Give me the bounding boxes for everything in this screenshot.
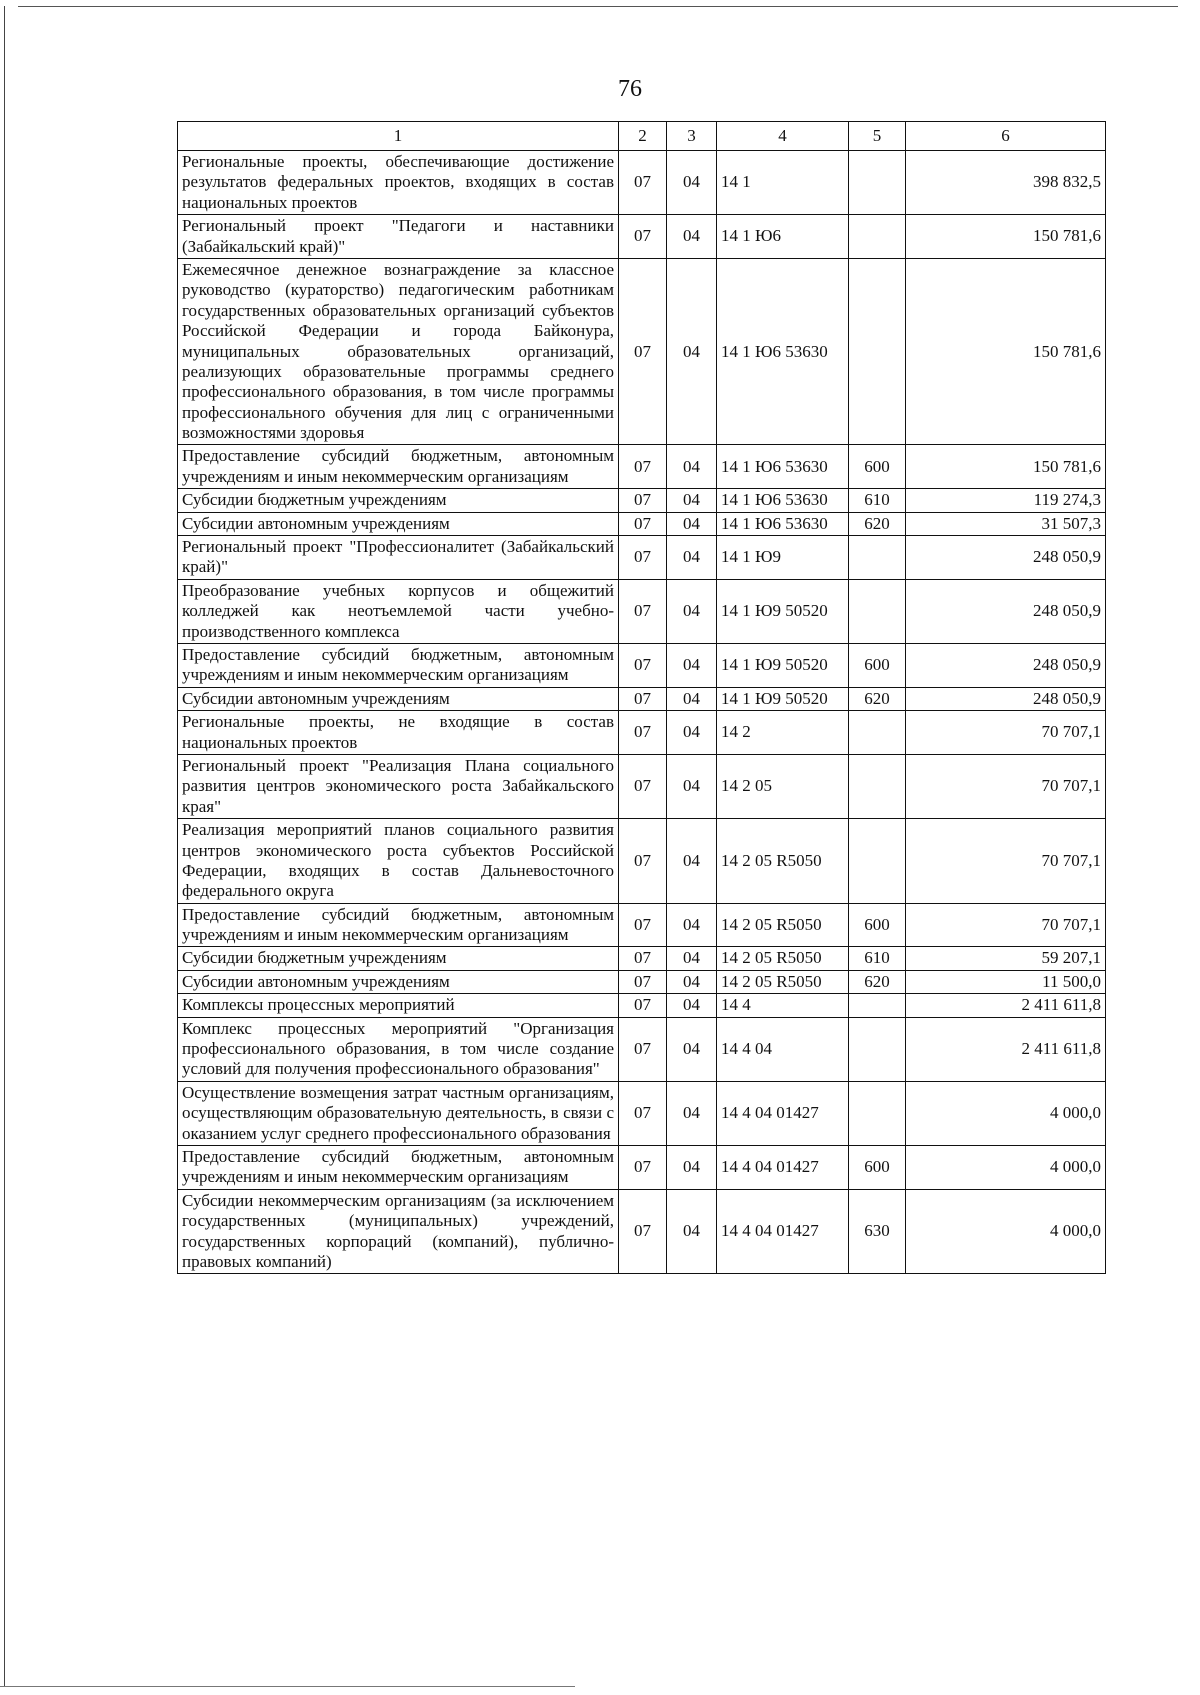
row-target-article: 14 1 Ю9 50520 bbox=[717, 643, 849, 687]
row-amount: 59 207,1 bbox=[906, 947, 1106, 970]
row-amount: 70 707,1 bbox=[906, 711, 1106, 755]
budget-table bbox=[177, 121, 1106, 1274]
row-subsection: 04 bbox=[667, 711, 717, 755]
row-amount: 119 274,3 bbox=[906, 489, 1106, 512]
table-row bbox=[178, 151, 1106, 215]
row-name: Региональный проект "Профессионалитет (Забайкальский край)" bbox=[178, 536, 619, 580]
row-target-article: 14 4 04 01427 bbox=[717, 1081, 849, 1145]
row-expense-type: 600 bbox=[849, 445, 906, 489]
table-row bbox=[178, 1017, 1106, 1081]
row-target-article: 14 1 Ю6 53630 bbox=[717, 445, 849, 489]
header-col-1: 1 bbox=[178, 122, 619, 151]
row-amount: 31 507,3 bbox=[906, 512, 1106, 535]
row-name: Преобразование учебных корпусов и общежитий колледжей как неотъемлемой части учебно-производственного комплекса bbox=[178, 579, 619, 643]
row-amount: 70 707,1 bbox=[906, 903, 1106, 947]
row-name: Субсидии некоммерческим организациям (за исключением государственных (муниципальных) учреждений, государственных корпораций (компаний), публично-правовых компаний) bbox=[178, 1189, 619, 1274]
row-amount: 248 050,9 bbox=[906, 643, 1106, 687]
row-expense-type: 600 bbox=[849, 1145, 906, 1189]
row-amount: 150 781,6 bbox=[906, 258, 1106, 445]
row-subsection: 04 bbox=[667, 643, 717, 687]
row-name: Предоставление субсидий бюджетным, автономным учреждениям и иным некоммерческим организациям bbox=[178, 643, 619, 687]
table-row bbox=[178, 819, 1106, 904]
row-amount: 150 781,6 bbox=[906, 215, 1106, 259]
row-subsection: 04 bbox=[667, 489, 717, 512]
row-section: 07 bbox=[619, 947, 667, 970]
row-expense-type bbox=[849, 754, 906, 818]
row-subsection: 04 bbox=[667, 1081, 717, 1145]
row-section: 07 bbox=[619, 1145, 667, 1189]
row-section: 07 bbox=[619, 1189, 667, 1274]
row-expense-type: 610 bbox=[849, 947, 906, 970]
row-name: Субсидии автономным учреждениям bbox=[178, 512, 619, 535]
row-name: Субсидии автономным учреждениям bbox=[178, 970, 619, 993]
row-amount: 4 000,0 bbox=[906, 1145, 1106, 1189]
row-name: Субсидии бюджетным учреждениям bbox=[178, 489, 619, 512]
row-amount: 4 000,0 bbox=[906, 1189, 1106, 1274]
table-row bbox=[178, 579, 1106, 643]
row-subsection: 04 bbox=[667, 947, 717, 970]
table-row bbox=[178, 215, 1106, 259]
row-target-article: 14 4 bbox=[717, 994, 849, 1017]
row-amount: 70 707,1 bbox=[906, 754, 1106, 818]
row-expense-type: 630 bbox=[849, 1189, 906, 1274]
row-name: Предоставление субсидий бюджетным, автономным учреждениям и иным некоммерческим организациям bbox=[178, 903, 619, 947]
row-amount: 150 781,6 bbox=[906, 445, 1106, 489]
row-subsection: 04 bbox=[667, 1145, 717, 1189]
row-target-article: 14 1 bbox=[717, 151, 849, 215]
row-amount: 248 050,9 bbox=[906, 579, 1106, 643]
row-subsection: 04 bbox=[667, 445, 717, 489]
row-name: Ежемесячное денежное вознаграждение за классное руководство (кураторство) педагогическим работникам государственных образовательных организаций субъектов Российской Федерации и города Байконура, муниципальных образовательных организаций, реализующих образовательные программы среднего профессионального образования, в том числе программы профессионального обучения для лиц с ограниченными возможностями здоровья bbox=[178, 258, 619, 445]
table-row bbox=[178, 947, 1106, 970]
row-name: Комплексы процессных мероприятий bbox=[178, 994, 619, 1017]
row-target-article: 14 1 Ю9 bbox=[717, 536, 849, 580]
table-row bbox=[178, 1189, 1106, 1274]
table-row bbox=[178, 489, 1106, 512]
table-row bbox=[178, 970, 1106, 993]
header-col-4: 4 bbox=[717, 122, 849, 151]
row-target-article: 14 1 Ю6 53630 bbox=[717, 512, 849, 535]
row-target-article: 14 2 05 R5050 bbox=[717, 970, 849, 993]
row-expense-type bbox=[849, 215, 906, 259]
row-section: 07 bbox=[619, 512, 667, 535]
row-name: Предоставление субсидий бюджетным, автономным учреждениям и иным некоммерческим организациям bbox=[178, 1145, 619, 1189]
row-target-article: 14 2 bbox=[717, 711, 849, 755]
row-expense-type: 610 bbox=[849, 489, 906, 512]
table-row bbox=[178, 994, 1106, 1017]
row-name: Реализация мероприятий планов социального развития центров экономического роста субъектов Российской Федерации, входящих в состав Дальневосточного федерального округа bbox=[178, 819, 619, 904]
row-expense-type: 620 bbox=[849, 687, 906, 710]
row-expense-type bbox=[849, 536, 906, 580]
row-amount: 248 050,9 bbox=[906, 536, 1106, 580]
row-subsection: 04 bbox=[667, 754, 717, 818]
row-target-article: 14 1 Ю6 bbox=[717, 215, 849, 259]
row-subsection: 04 bbox=[667, 536, 717, 580]
row-expense-type: 620 bbox=[849, 970, 906, 993]
row-target-article: 14 1 Ю9 50520 bbox=[717, 687, 849, 710]
row-target-article: 14 4 04 bbox=[717, 1017, 849, 1081]
row-expense-type bbox=[849, 151, 906, 215]
row-section: 07 bbox=[619, 579, 667, 643]
row-expense-type bbox=[849, 994, 906, 1017]
row-subsection: 04 bbox=[667, 258, 717, 445]
row-section: 07 bbox=[619, 754, 667, 818]
row-target-article: 14 4 04 01427 bbox=[717, 1145, 849, 1189]
row-subsection: 04 bbox=[667, 687, 717, 710]
table-row bbox=[178, 1145, 1106, 1189]
table-row bbox=[178, 536, 1106, 580]
header-col-6: 6 bbox=[906, 122, 1106, 151]
row-name: Региональный проект "Педагоги и наставники (Забайкальский край)" bbox=[178, 215, 619, 259]
row-subsection: 04 bbox=[667, 579, 717, 643]
table-row bbox=[178, 687, 1106, 710]
row-name: Региональные проекты, обеспечивающие достижение результатов федеральных проектов, входящих в состав национальных проектов bbox=[178, 151, 619, 215]
row-section: 07 bbox=[619, 1017, 667, 1081]
table-row bbox=[178, 258, 1106, 445]
row-section: 07 bbox=[619, 903, 667, 947]
row-amount: 11 500,0 bbox=[906, 970, 1106, 993]
row-section: 07 bbox=[619, 445, 667, 489]
table-row bbox=[178, 512, 1106, 535]
table-row bbox=[178, 903, 1106, 947]
row-target-article: 14 2 05 R5050 bbox=[717, 903, 849, 947]
row-section: 07 bbox=[619, 994, 667, 1017]
row-target-article: 14 1 Ю6 53630 bbox=[717, 258, 849, 445]
row-name: Комплекс процессных мероприятий "Организация профессионального образования, в том числе создание условий для получения профессионального образования" bbox=[178, 1017, 619, 1081]
row-target-article: 14 2 05 R5050 bbox=[717, 947, 849, 970]
row-target-article: 14 4 04 01427 bbox=[717, 1189, 849, 1274]
row-amount: 248 050,9 bbox=[906, 687, 1106, 710]
row-target-article: 14 1 Ю9 50520 bbox=[717, 579, 849, 643]
row-subsection: 04 bbox=[667, 1189, 717, 1274]
table-body bbox=[178, 151, 1106, 1274]
table-row bbox=[178, 1081, 1106, 1145]
table-row bbox=[178, 754, 1106, 818]
row-name: Осуществление возмещения затрат частным организациям, осуществляющим образовательную деятельность, в связи с оказанием услуг среднего профессионального образования bbox=[178, 1081, 619, 1145]
row-subsection: 04 bbox=[667, 151, 717, 215]
row-section: 07 bbox=[619, 536, 667, 580]
row-subsection: 04 bbox=[667, 970, 717, 993]
header-col-5: 5 bbox=[849, 122, 906, 151]
page-number: 76 bbox=[618, 76, 642, 102]
header-col-2: 2 bbox=[619, 122, 667, 151]
row-expense-type: 600 bbox=[849, 903, 906, 947]
table-row bbox=[178, 643, 1106, 687]
row-expense-type bbox=[849, 711, 906, 755]
row-name: Региональные проекты, не входящие в состав национальных проектов bbox=[178, 711, 619, 755]
row-expense-type bbox=[849, 1017, 906, 1081]
row-expense-type: 620 bbox=[849, 512, 906, 535]
row-subsection: 04 bbox=[667, 1017, 717, 1081]
row-subsection: 04 bbox=[667, 903, 717, 947]
row-section: 07 bbox=[619, 819, 667, 904]
row-subsection: 04 bbox=[667, 215, 717, 259]
row-amount: 70 707,1 bbox=[906, 819, 1106, 904]
row-section: 07 bbox=[619, 687, 667, 710]
row-amount: 2 411 611,8 bbox=[906, 1017, 1106, 1081]
row-amount: 2 411 611,8 bbox=[906, 994, 1106, 1017]
row-subsection: 04 bbox=[667, 819, 717, 904]
row-target-article: 14 2 05 R5050 bbox=[717, 819, 849, 904]
scan-edge-top bbox=[18, 6, 1178, 7]
table-row bbox=[178, 711, 1106, 755]
row-expense-type: 600 bbox=[849, 643, 906, 687]
row-name: Субсидии автономным учреждениям bbox=[178, 687, 619, 710]
row-expense-type bbox=[849, 258, 906, 445]
header-col-3: 3 bbox=[667, 122, 717, 151]
row-section: 07 bbox=[619, 215, 667, 259]
scan-edge-left bbox=[4, 6, 5, 1686]
row-section: 07 bbox=[619, 1081, 667, 1145]
row-section: 07 bbox=[619, 643, 667, 687]
header-row bbox=[178, 122, 1106, 151]
row-section: 07 bbox=[619, 151, 667, 215]
row-name: Субсидии бюджетным учреждениям bbox=[178, 947, 619, 970]
row-section: 07 bbox=[619, 970, 667, 993]
row-expense-type bbox=[849, 1081, 906, 1145]
row-subsection: 04 bbox=[667, 512, 717, 535]
row-target-article: 14 2 05 bbox=[717, 754, 849, 818]
row-section: 07 bbox=[619, 711, 667, 755]
row-target-article: 14 1 Ю6 53630 bbox=[717, 489, 849, 512]
row-name: Предоставление субсидий бюджетным, автономным учреждениям и иным некоммерческим организациям bbox=[178, 445, 619, 489]
row-name: Региональный проект "Реализация Плана социального развития центров экономического роста Забайкальского края" bbox=[178, 754, 619, 818]
row-amount: 398 832,5 bbox=[906, 151, 1106, 215]
row-expense-type bbox=[849, 819, 906, 904]
table-row bbox=[178, 445, 1106, 489]
row-expense-type bbox=[849, 579, 906, 643]
row-section: 07 bbox=[619, 258, 667, 445]
row-section: 07 bbox=[619, 489, 667, 512]
row-amount: 4 000,0 bbox=[906, 1081, 1106, 1145]
scan-edge-bottom bbox=[0, 1686, 575, 1687]
row-subsection: 04 bbox=[667, 994, 717, 1017]
